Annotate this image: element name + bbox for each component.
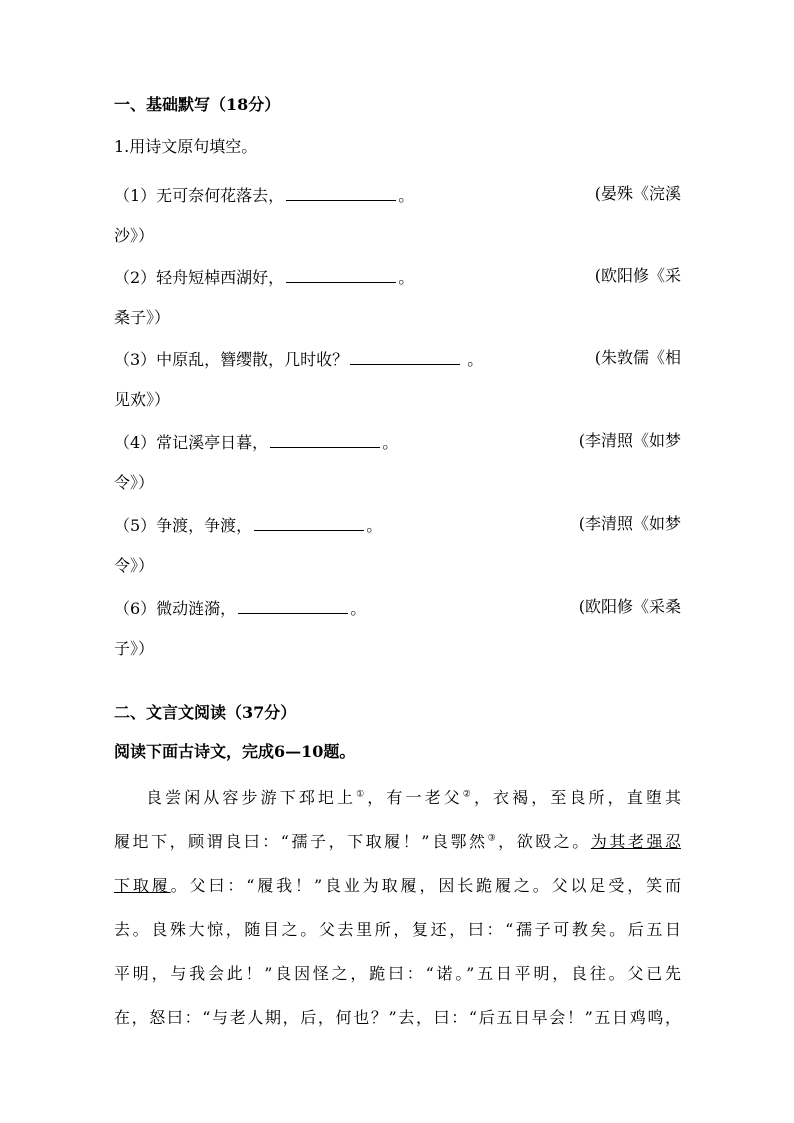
underlined-phrase-cont: 下取履	[114, 876, 171, 895]
fill-blank-2[interactable]	[286, 266, 396, 283]
underlined-phrase: 为其老强忍	[590, 832, 681, 851]
footnote-2: ②	[462, 789, 474, 800]
fill-blank-1[interactable]	[286, 184, 396, 201]
fill-item-1-source-cont: 沙》）	[114, 226, 155, 245]
section-2-instruction: 阅读下面古诗文，完成6—10题。	[114, 742, 356, 761]
fill-item-5: （5）争渡，争渡， 。 (李清照《如梦	[114, 514, 681, 535]
fill-item-6-source-cont: 子》）	[114, 639, 155, 658]
fill-item-6: （6）微动涟漪， 。 (欧阳修《采桑	[114, 597, 681, 618]
fill-item-6-source: (欧阳修《采桑	[578, 597, 681, 616]
document-page	[114, 0, 681, 1123]
footnote-3: ③	[487, 833, 499, 844]
fill-item-2-source-cont: 桑子》）	[114, 308, 171, 327]
fill-item-4-source: (李清照《如梦	[578, 431, 681, 450]
fill-blank-6[interactable]	[238, 597, 348, 614]
fill-item-5-label: （5）争渡，争渡，	[114, 516, 253, 535]
passage-line-3: 下取履。父曰：“履我！”良业为取履，因长跪履之。父以足受，笑而	[114, 876, 681, 895]
fill-item-4-source-cont: 令》）	[114, 473, 155, 492]
fill-blank-3[interactable]	[350, 348, 460, 365]
fill-item-1-source: (晏殊《浣溪	[594, 184, 681, 203]
fill-blank-5[interactable]	[254, 514, 364, 531]
fill-item-4-label: （4）常记溪亭日暮，	[114, 433, 269, 452]
fill-item-1-label: （1）无可奈何花落去，	[114, 186, 285, 205]
passage-line-2: 履圯下，顾谓良曰：“孺子，下取履！”良鄂然③，欲殴之。为其老强忍	[114, 832, 681, 851]
passage-line-1: 良尝闲从容步游下邳圯上①，有一老父②，衣褐，至良所，直堕其	[146, 788, 681, 807]
fill-item-2-source: (欧阳修《采	[594, 266, 681, 285]
fill-blank-4[interactable]	[270, 431, 380, 448]
fill-item-6-label: （6）微动涟漪，	[114, 599, 237, 618]
question-1-prompt: 1.用诗文原句填空。	[114, 137, 258, 156]
fill-item-2: （2）轻舟短棹西湖好， 。 (欧阳修《采	[114, 266, 681, 287]
fill-item-1: （1）无可奈何花落去， 。 (晏殊《浣溪	[114, 184, 681, 205]
fill-item-2-label: （2）轻舟短棹西湖好，	[114, 268, 285, 287]
fill-item-5-source: (李清照《如梦	[578, 514, 681, 533]
fill-item-5-source-cont: 令》）	[114, 556, 155, 575]
section-2-title: 二、文言文阅读（37分）	[114, 703, 297, 722]
section-1-title: 一、基础默写（18分）	[114, 95, 281, 114]
fill-item-3-source: (朱敦儒《相	[594, 348, 681, 367]
passage-line-6: 在，怒曰：“与老人期，后，何也？”去，曰：“后五日早会！”五日鸡鸣，	[114, 1008, 681, 1027]
passage-line-4: 去。良殊大惊，随目之。父去里所，复还，曰：“孺子可教矣。后五日	[114, 920, 681, 939]
footnote-1: ①	[356, 789, 368, 800]
fill-item-3-label: （3）中原乱，簪缨散，几时收？	[114, 350, 349, 369]
passage-line-5: 平明，与我会此！”良因怪之，跪曰：“诺。”五日平明，良往。父已先	[114, 964, 681, 983]
fill-item-4: （4）常记溪亭日暮， 。 (李清照《如梦	[114, 431, 681, 452]
fill-item-3-source-cont: 见欢》）	[114, 390, 171, 409]
fill-item-3: （3）中原乱，簪缨散，几时收？ 。 (朱敦儒《相	[114, 348, 681, 369]
